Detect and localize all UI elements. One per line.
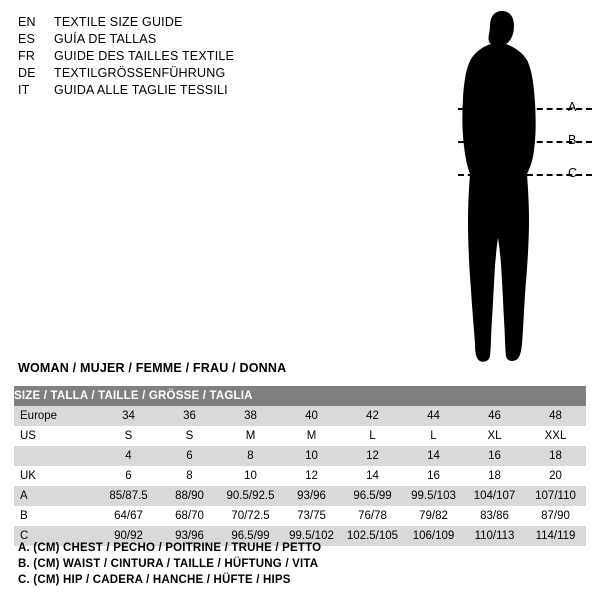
table-cell: 87/90: [525, 506, 586, 526]
row-label: A: [14, 486, 98, 506]
table-cell: XL: [464, 426, 525, 446]
row-label: US: [14, 426, 98, 446]
guide-language-text: GUIDA ALLE TAGLIE TESSILI: [54, 83, 228, 97]
table-cell: 110/113: [464, 526, 525, 546]
table-cell: 42: [342, 406, 403, 426]
table-cell: 16: [464, 446, 525, 466]
table-row: [14, 446, 586, 466]
table-cell: 44: [403, 406, 464, 426]
guide-language-code: FR: [18, 49, 36, 63]
guide-language-code: ES: [18, 32, 36, 46]
guide-language-code: DE: [18, 66, 36, 80]
footnote-c: C. (CM) HIP / CADERA / HANCHE / HÜFTE / HIPS: [18, 574, 291, 586]
guide-language-text: GUIDE DES TAILLES TEXTILE: [54, 49, 235, 63]
guide-row: [18, 82, 348, 99]
table-cell: 8: [159, 466, 220, 486]
table-row: [14, 426, 586, 446]
measurement-label-c: C: [568, 166, 578, 180]
table-header-row: [14, 386, 586, 406]
table-cell: 88/90: [159, 486, 220, 506]
table-cell: 36: [159, 406, 220, 426]
table-cell: 96.5/99: [342, 486, 403, 506]
table-cell: 68/70: [159, 506, 220, 526]
table-cell: 40: [281, 406, 342, 426]
table-cell: XXL: [525, 426, 586, 446]
table-cell: 99.5/102: [281, 526, 342, 546]
row-label: Europe: [14, 406, 98, 426]
table-cell: 6: [159, 446, 220, 466]
table-cell: 85/87.5: [98, 486, 159, 506]
guide-row: [18, 14, 348, 31]
table-cell: 79/82: [403, 506, 464, 526]
table-cell: 14: [342, 466, 403, 486]
table-cell: 70/72.5: [220, 506, 281, 526]
table-cell: 107/110: [525, 486, 586, 506]
table-cell: 99.5/103: [403, 486, 464, 506]
table-cell: 106/109: [403, 526, 464, 546]
table-cell: S: [98, 426, 159, 446]
table-cell: 76/78: [342, 506, 403, 526]
table-cell: 83/86: [464, 506, 525, 526]
table-cell: L: [403, 426, 464, 446]
table-cell: 73/75: [281, 506, 342, 526]
guide-language-code: IT: [18, 83, 30, 97]
measurement-label-b: B: [568, 133, 577, 147]
table-cell: 8: [220, 446, 281, 466]
table-row: [14, 486, 586, 506]
guide-language-text: TEXTILGRÖSSENFÜHRUNG: [54, 66, 226, 80]
table-cell: 102.5/105: [342, 526, 403, 546]
guide-row: [18, 31, 348, 48]
body-figure: [430, 8, 590, 368]
table-cell: M: [220, 426, 281, 446]
table-cell: S: [159, 426, 220, 446]
row-label: C: [14, 526, 98, 546]
guide-language-code: EN: [18, 15, 36, 29]
table-cell: 16: [403, 466, 464, 486]
table-row: [14, 406, 586, 426]
guide-language-text: TEXTILE SIZE GUIDE: [54, 15, 183, 29]
row-label: [14, 446, 98, 466]
table-cell: 18: [525, 446, 586, 466]
table-row: [14, 466, 586, 486]
row-label: B: [14, 506, 98, 526]
table-cell: 20: [525, 466, 586, 486]
table-cell: 34: [98, 406, 159, 426]
table-cell: 38: [220, 406, 281, 426]
female-silhouette-icon: [430, 8, 590, 368]
table-cell: 48: [525, 406, 586, 426]
table-cell: 12: [342, 446, 403, 466]
table-cell: 46: [464, 406, 525, 426]
table-cell: 6: [98, 466, 159, 486]
language-guide-list: [18, 14, 348, 99]
size-table: [14, 386, 586, 546]
table-cell: 90/92: [98, 526, 159, 546]
table-cell: M: [281, 426, 342, 446]
footnote-b: B. (CM) WAIST / CINTURA / TAILLE / HÜFTUNG / VITA: [18, 558, 319, 570]
table-cell: 12: [281, 466, 342, 486]
footnotes: [18, 540, 578, 588]
table-cell: 114/119: [525, 526, 586, 546]
table-cell: 14: [403, 446, 464, 466]
table-cell: 10: [281, 446, 342, 466]
table-cell: 96.5/99: [220, 526, 281, 546]
footnote-a: A. (CM) CHEST / PECHO / POITRINE / TRUHE / PETTO: [18, 542, 322, 554]
row-label: UK: [14, 466, 98, 486]
guide-row: [18, 65, 348, 82]
section-title: WOMAN / MUJER / FEMME / FRAU / DONNA: [18, 361, 287, 375]
guide-row: [18, 48, 348, 65]
table-header-label: SIZE / TALLA / TAILLE / GRÖSSE / TAGLIA: [14, 386, 586, 406]
table-cell: 64/67: [98, 506, 159, 526]
table-cell: L: [342, 426, 403, 446]
table-cell: 18: [464, 466, 525, 486]
table-cell: 93/96: [281, 486, 342, 506]
table-cell: 10: [220, 466, 281, 486]
table-cell: 104/107: [464, 486, 525, 506]
table-cell: 4: [98, 446, 159, 466]
measurement-label-a: A: [568, 100, 577, 114]
table-cell: 93/96: [159, 526, 220, 546]
guide-language-text: GUÍA DE TALLAS: [54, 32, 157, 46]
table-cell: 90.5/92.5: [220, 486, 281, 506]
table-row: [14, 506, 586, 526]
